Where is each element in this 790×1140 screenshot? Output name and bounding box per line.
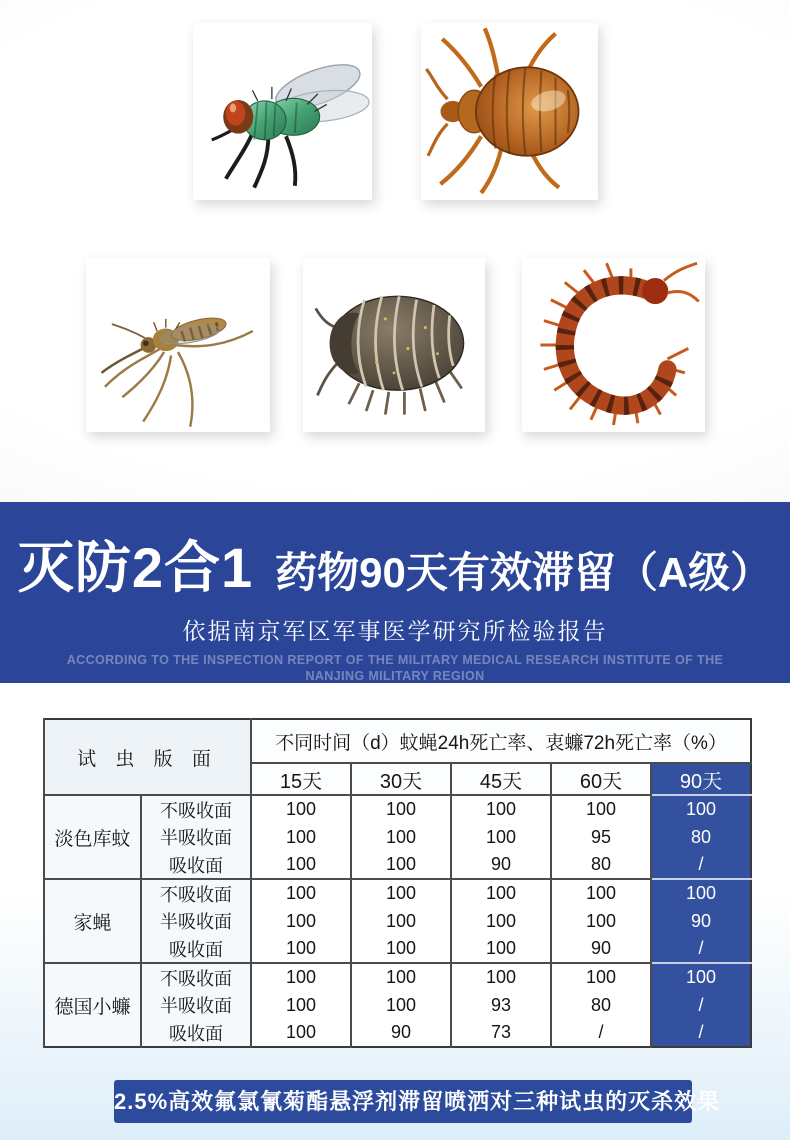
table-row: [44, 991, 751, 1019]
table-caption-bar: 2.5%高效氟氯氰菊酯悬浮剂滞留喷洒对三种试虫的灭杀效果: [114, 1080, 692, 1123]
bedbug-image: [421, 23, 598, 200]
value-cell: 100: [251, 935, 351, 963]
value-cell: 90: [551, 935, 651, 963]
day-header: 45天: [451, 763, 551, 795]
value-cell: 93: [451, 991, 551, 1019]
table-row: [44, 1019, 751, 1047]
surface-cell: 不吸收面: [141, 963, 251, 991]
day-header: 15天: [251, 763, 351, 795]
insect-card-pillbug: [303, 258, 485, 432]
header-row-1: [44, 719, 751, 763]
surface-cell: 不吸收面: [141, 879, 251, 907]
value-cell: 100: [351, 907, 451, 935]
value-cell: 100: [251, 823, 351, 851]
value-cell: 73: [451, 1019, 551, 1047]
table-row: [44, 963, 751, 991]
value-cell: 100: [351, 991, 451, 1019]
value-cell: 100: [251, 851, 351, 879]
value-cell-highlight: /: [651, 851, 751, 879]
table-section: [0, 683, 790, 1140]
banner-title-bold: 灭防2合1: [17, 536, 254, 599]
value-cell: 100: [451, 907, 551, 935]
table-row: [44, 823, 751, 851]
fly-image: [193, 23, 372, 200]
surface-cell: 吸收面: [141, 1019, 251, 1047]
value-cell-highlight: /: [651, 1019, 751, 1047]
value-cell: 95: [551, 823, 651, 851]
surface-cell: 吸收面: [141, 935, 251, 963]
value-cell: 100: [351, 851, 451, 879]
table-row: [44, 879, 751, 907]
insect-card-bedbug: [421, 23, 598, 200]
corner-header: 试 虫 版 面: [44, 719, 251, 795]
value-cell-highlight: 80: [651, 823, 751, 851]
mortality-table: [43, 718, 752, 1048]
insect-name-cell: 德国小蠊: [44, 963, 141, 1047]
insect-name-cell: 家蝇: [44, 879, 141, 963]
value-cell: 100: [251, 963, 351, 991]
centipede-image: [522, 258, 705, 432]
insect-name-cell: 淡色库蚊: [44, 795, 141, 879]
value-cell-highlight: 100: [651, 795, 751, 823]
value-cell: 100: [551, 879, 651, 907]
span-header: 不同时间（d）蚊蝇24h死亡率、衷蠊72h死亡率（%）: [251, 719, 751, 763]
value-cell: 100: [551, 963, 651, 991]
value-cell: /: [551, 1019, 651, 1047]
value-cell: 80: [551, 851, 651, 879]
value-cell-highlight: 90: [651, 907, 751, 935]
value-cell-highlight: /: [651, 991, 751, 1019]
value-cell: 100: [351, 795, 451, 823]
value-cell: 100: [451, 935, 551, 963]
surface-cell: 半吸收面: [141, 823, 251, 851]
value-cell: 100: [351, 935, 451, 963]
insect-card-fly: [193, 23, 372, 200]
value-cell: 100: [351, 963, 451, 991]
value-cell: 100: [451, 823, 551, 851]
claim-banner: [0, 502, 790, 683]
day-header: 60天: [551, 763, 651, 795]
insect-card-mosquito: [86, 258, 270, 432]
value-cell: 100: [451, 879, 551, 907]
value-cell: 100: [251, 879, 351, 907]
value-cell: 100: [251, 991, 351, 1019]
day-header-highlight: 90天: [651, 763, 751, 795]
value-cell: 100: [551, 907, 651, 935]
value-cell: 100: [551, 795, 651, 823]
banner-title-rest: 药物90天有效滞留（A级）: [275, 549, 773, 596]
banner-subtitle-en-line2: NANJING MILITARY REGION: [305, 669, 485, 684]
value-cell-highlight: 100: [651, 879, 751, 907]
surface-cell: 半吸收面: [141, 907, 251, 935]
value-cell: 100: [251, 1019, 351, 1047]
value-cell: 80: [551, 991, 651, 1019]
mosquito-image: [86, 258, 270, 432]
insect-card-centipede: [522, 258, 705, 432]
banner-subtitle-cn: 依据南京军区军事医学研究所检验报告: [182, 618, 608, 644]
value-cell-highlight: 100: [651, 963, 751, 991]
value-cell: 100: [451, 963, 551, 991]
insect-gallery: [0, 0, 790, 502]
surface-cell: 吸收面: [141, 851, 251, 879]
banner-subtitle-en: [0, 652, 790, 685]
value-cell: 100: [251, 907, 351, 935]
value-cell: 100: [351, 823, 451, 851]
value-cell: 100: [451, 795, 551, 823]
banner-subtitle-en-line1: ACCORDING TO THE INSPECTION REPORT OF THE MILITARY MEDICAL RESEARCH INSTITUTE OF THE: [66, 653, 724, 667]
table-row: [44, 907, 751, 935]
day-header: 30天: [351, 763, 451, 795]
value-cell-highlight: /: [651, 935, 751, 963]
table-row: [44, 795, 751, 823]
table-row: [44, 935, 751, 963]
value-cell: 90: [451, 851, 551, 879]
surface-cell: 半吸收面: [141, 991, 251, 1019]
value-cell: 100: [351, 879, 451, 907]
surface-cell: 不吸收面: [141, 795, 251, 823]
value-cell: 90: [351, 1019, 451, 1047]
value-cell: 100: [251, 795, 351, 823]
pillbug-image: [303, 258, 485, 432]
banner-title: [0, 502, 790, 604]
table-row: [44, 851, 751, 879]
